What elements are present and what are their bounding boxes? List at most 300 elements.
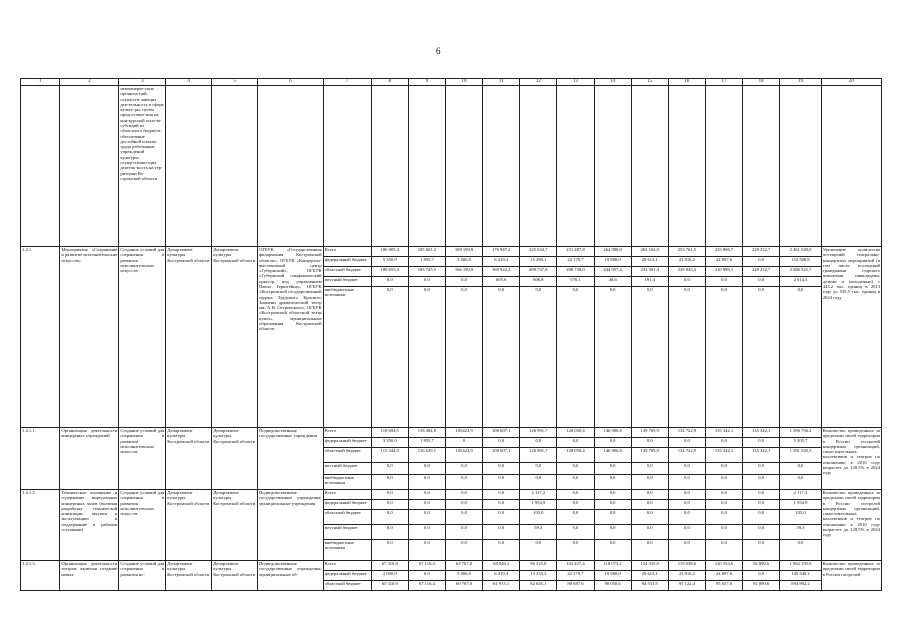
- cont-cell: [212, 86, 258, 247]
- value-cell: 0,0: [408, 571, 445, 581]
- funding-source: местный бюджет: [323, 525, 371, 540]
- value-cell: 0,0: [557, 490, 594, 500]
- funding-source: федеральный бюджет: [323, 438, 371, 448]
- value-cell: 0,0: [371, 525, 408, 540]
- value-cell: 0,0: [371, 510, 408, 525]
- value-cell: 894 892,2: [780, 581, 822, 591]
- value-cell: 0,0: [780, 475, 822, 490]
- value-cell: 134 722,9: [668, 428, 705, 438]
- value-cell: 40,6: [594, 277, 631, 287]
- column-number-1: 1: [21, 79, 60, 86]
- value-cell: 118 073,2: [594, 561, 631, 571]
- value-cell: 0,0: [408, 500, 445, 510]
- cont-cell: [60, 86, 119, 247]
- value-cell: 0,0: [408, 525, 445, 540]
- value-cell: 0,0: [520, 475, 557, 490]
- value-cell: 0,0: [594, 475, 631, 490]
- value-cell: 80 687,6: [557, 581, 594, 591]
- value-cell: 0,0: [557, 540, 594, 561]
- value-cell: 2 117,2: [780, 490, 822, 500]
- value-cell: 0,0: [557, 287, 594, 428]
- expected-result: Увеличение количества посещений театрально-концертных мероприятий (в том числе посещений гражданами старшего поколения, инвалидами, детьми и молодежью) с 443,2 тыс. единиц в 2013 году до 535,5 тыс. единиц в 2024 году: [821, 247, 881, 428]
- value-cell: 186 005,4: [371, 247, 408, 257]
- value-cell: 0,0: [743, 277, 780, 287]
- value-cell: 0,0: [780, 463, 822, 475]
- item-goal: Создание условий для сохранения и развития ис-: [119, 561, 166, 591]
- value-cell: 0,0: [668, 490, 705, 500]
- value-cell: 0,0: [483, 287, 520, 428]
- value-cell: 0,0: [668, 540, 705, 561]
- value-cell: 0,0: [743, 500, 780, 510]
- column-number-9: 9: [408, 79, 445, 86]
- value-cell: 0,0: [371, 540, 408, 561]
- item-executor: Департамент культуры Костромской области: [166, 428, 212, 490]
- funding-source: внебюджетные источники: [323, 540, 371, 561]
- column-number-4: 4: [166, 79, 212, 86]
- value-cell: 0,0: [594, 438, 631, 448]
- value-cell: 2 286 525,7: [780, 267, 822, 277]
- value-cell: 60 767,0: [445, 581, 482, 591]
- value-cell: 0,0: [743, 287, 780, 428]
- value-cell: 119 038,6: [668, 561, 705, 571]
- value-cell: 0,0: [705, 490, 742, 500]
- value-cell: 0,0: [631, 510, 668, 525]
- value-cell: 0,0: [743, 438, 780, 448]
- cont-cell: [408, 86, 445, 247]
- value-cell: 0,0: [705, 510, 742, 525]
- column-number-13: 13: [557, 79, 594, 86]
- value-cell: 22 179,7: [557, 571, 594, 581]
- value-cell: 0,0: [668, 475, 705, 490]
- column-number-17: 17: [705, 79, 742, 86]
- cont-cell: [821, 86, 881, 247]
- value-cell: 61 915,1: [483, 581, 520, 591]
- value-cell: 135 342,1: [705, 428, 742, 438]
- value-cell: 118 484,8: [408, 428, 445, 438]
- column-number-3: 3: [119, 79, 166, 86]
- column-number-2: 2: [60, 79, 119, 86]
- value-cell: 0,0: [705, 463, 742, 475]
- value-cell: 0,0: [594, 540, 631, 561]
- value-cell: 139 769,9: [631, 428, 668, 438]
- table-row: [21, 247, 882, 257]
- value-cell: 68 940,1: [483, 561, 520, 571]
- value-cell: 120 554,6: [705, 561, 742, 571]
- value-cell: 1 855,7: [408, 438, 445, 448]
- value-cell: 108 007,1: [483, 428, 520, 438]
- value-cell: 152 508,8: [780, 257, 822, 267]
- value-cell: 96 525,8: [520, 561, 557, 571]
- value-cell: 6 419,4: [483, 257, 520, 267]
- value-cell: 59,3: [780, 525, 822, 540]
- value-cell: 98 050,6: [594, 581, 631, 591]
- continuation-text: некоммерче-ских организа-ций, осуществ-ляющих дея-тельность в сфере культу-ры, путем предоставле-ния на кон-курсной осно-ве субсидий из областного бюджета; обеспечение достойной оплаты труда работников учреждений культуры, осуществляю-щих деятель-ность на тер-ритории Ко-стромской области: [119, 86, 166, 247]
- column-number-5: 5: [212, 79, 258, 86]
- value-cell: 0,0: [705, 500, 742, 510]
- value-cell: 0,0: [631, 475, 668, 490]
- value-cell: 0,0: [743, 571, 780, 581]
- header-row: [21, 79, 882, 86]
- value-cell: 0,0: [631, 500, 668, 510]
- value-cell: 0,0: [668, 510, 705, 525]
- item-name: Организация деятельности театров, включая создание новых: [60, 561, 119, 591]
- value-cell: 29 612,1: [631, 257, 668, 267]
- value-cell: 0,0: [445, 540, 482, 561]
- value-cell: 95 122,4: [668, 581, 705, 591]
- value-cell: 180 655,4: [371, 267, 408, 277]
- value-cell: 185 601,2: [408, 247, 445, 257]
- value-cell: 0,0: [520, 438, 557, 448]
- value-cell: 0,0: [371, 490, 408, 500]
- value-cell: 1 954,9: [780, 500, 822, 510]
- value-cell: 0,0: [631, 525, 668, 540]
- item-executor: Департамент культуры Костромской области: [166, 490, 212, 561]
- value-cell: 191,4: [631, 277, 668, 287]
- value-cell: 0,0: [371, 500, 408, 510]
- value-cell: 0,0: [483, 525, 520, 540]
- cont-cell: [371, 86, 408, 247]
- cont-cell: [631, 86, 668, 247]
- value-cell: 0,0: [483, 490, 520, 500]
- item-coexecutor: Департамент культуры Костромской области: [212, 247, 258, 428]
- item-executor: Департамент культуры Костромской области: [166, 247, 212, 428]
- value-cell: 2 461 049,0: [780, 247, 822, 257]
- value-cell: 176 947,2: [483, 247, 520, 257]
- value-cell: 235 896,7: [705, 247, 742, 257]
- column-number-18: 18: [743, 79, 780, 86]
- value-cell: 0,0: [743, 510, 780, 525]
- value-cell: 0,0: [371, 463, 408, 475]
- table-row: [21, 490, 882, 500]
- value-cell: 0,0: [445, 525, 482, 540]
- column-number-20: 20: [821, 79, 881, 86]
- value-cell: 103,0: [520, 510, 557, 525]
- value-cell: 231 487,8: [557, 247, 594, 257]
- value-cell: 126 991,7: [520, 428, 557, 438]
- item-executor: Департамент культуры Костромской области: [166, 561, 212, 591]
- item-coexecutor: Департамент культуры Костромской области: [212, 561, 258, 591]
- value-cell: 0,0: [445, 287, 482, 428]
- value-cell: 0,0: [408, 463, 445, 475]
- value-cell: 0,0: [631, 438, 668, 448]
- value-cell: 146 906,8: [594, 428, 631, 438]
- value-cell: 0,0: [483, 475, 520, 490]
- cont-cell: [594, 86, 631, 247]
- table-row: [21, 561, 882, 571]
- cont-cell: [166, 86, 212, 247]
- value-cell: 0,0: [371, 475, 408, 490]
- value-cell: 2 014,5: [780, 277, 822, 287]
- funding-source: областной бюджет: [323, 581, 371, 591]
- value-cell: 0,0: [371, 287, 408, 428]
- funding-source: федеральный бюджет: [323, 500, 371, 510]
- value-cell: 15 290,1: [520, 257, 557, 267]
- cont-cell: [258, 86, 324, 247]
- column-number-7: 7: [323, 79, 371, 86]
- value-cell: 0,0: [408, 277, 445, 287]
- page-number: 6: [436, 46, 441, 56]
- value-cell: 0,0: [445, 500, 482, 510]
- value-cell: 0,0: [520, 287, 557, 428]
- cont-cell: [483, 86, 520, 247]
- item-name: Организация деятельности концертных учреждений: [60, 428, 119, 490]
- value-cell: 0,0: [705, 438, 742, 448]
- value-cell: 95 657,0: [705, 581, 742, 591]
- value-cell: 228 232,7: [743, 247, 780, 257]
- value-cell: 0,0: [483, 540, 520, 561]
- item-number: 1.4.1.: [21, 247, 60, 428]
- value-cell: 0,0: [594, 463, 631, 475]
- cont-cell: [445, 86, 482, 247]
- value-cell: 139 769,9: [631, 448, 668, 463]
- value-cell: 0,0: [705, 475, 742, 490]
- value-cell: 1 954,9: [520, 500, 557, 510]
- value-cell: 23 916,2: [668, 257, 705, 267]
- value-cell: 0,0: [371, 277, 408, 287]
- expected-result: Количество проведенных за пределами своей территории в России гастролей: [821, 561, 881, 591]
- value-cell: 103 437,4: [557, 561, 594, 571]
- value-cell: 135 342,1: [743, 448, 780, 463]
- value-cell: 253 761,5: [668, 247, 705, 257]
- value-cell: 24 897,6: [705, 257, 742, 267]
- value-cell: 6 419,4: [483, 571, 520, 581]
- column-number-11: 11: [483, 79, 520, 86]
- value-cell: 145 348,2: [780, 571, 822, 581]
- cont-cell: [780, 86, 822, 247]
- value-cell: 29 612,1: [631, 571, 668, 581]
- funding-source: областной бюджет: [323, 267, 371, 277]
- value-cell: 0: [445, 438, 482, 448]
- value-cell: 105423,9: [445, 428, 482, 438]
- value-cell: 0,0: [408, 540, 445, 561]
- item-coexecutor: Департамент культуры Костромской области: [212, 428, 258, 490]
- value-cell: 0,0: [594, 490, 631, 500]
- value-cell: 229 845,3: [668, 267, 705, 277]
- value-cell: 94 531,5: [631, 581, 668, 591]
- value-cell: 166 190,9: [445, 267, 482, 277]
- value-cell: 225 634,7: [520, 247, 557, 257]
- value-cell: 169 922,2: [483, 267, 520, 277]
- value-cell: 0,0: [668, 463, 705, 475]
- funding-source: Всего: [323, 428, 371, 438]
- value-cell: 135 342,1: [743, 428, 780, 438]
- value-cell: 0,0: [408, 475, 445, 490]
- value-cell: 134 722,9: [668, 448, 705, 463]
- value-cell: 103,0: [780, 510, 822, 525]
- value-cell: 0,0: [668, 277, 705, 287]
- value-cell: 0,0: [743, 540, 780, 561]
- value-cell: 0,0: [557, 525, 594, 540]
- item-responsible: Подведомственные государственные учреждения: [258, 428, 324, 490]
- budget-table: [20, 78, 882, 591]
- value-cell: 1 855,7: [408, 257, 445, 267]
- value-cell: 0,0: [705, 525, 742, 540]
- value-cell: 169 190,9: [445, 247, 482, 257]
- item-number: 1.4.1.3.: [21, 561, 60, 591]
- value-cell: 22 179,7: [557, 257, 594, 267]
- item-coexecutor: Департамент культуры Костромской области: [212, 490, 258, 561]
- value-cell: 92 890,6: [743, 581, 780, 591]
- cont-cell: [705, 86, 742, 247]
- value-cell: 0,0: [445, 277, 482, 287]
- value-cell: 0,0: [668, 525, 705, 540]
- value-cell: 67 116,4: [408, 561, 445, 571]
- expected-result: Количество проведенных за пределами своей территории в России гастролей концертных организаций, самостоятельных коллективов и театров по отношению к 2010 году возрастет до 128,5% в 2024 году: [821, 490, 881, 561]
- item-goal: Создание условий для сохранения и развития исполнительских искусств: [119, 428, 166, 490]
- value-cell: 0,0: [668, 287, 705, 428]
- value-cell: 2 117,2: [520, 490, 557, 500]
- value-cell: 0,0: [483, 438, 520, 448]
- value-cell: 65 310,9: [371, 581, 408, 591]
- value-cell: 0,0: [408, 490, 445, 500]
- value-cell: 0,0: [557, 475, 594, 490]
- value-cell: 0,0: [631, 463, 668, 475]
- value-cell: 0,0: [557, 500, 594, 510]
- cont-cell: [21, 86, 60, 247]
- column-number-16: 16: [668, 79, 705, 86]
- value-cell: 0,0: [705, 540, 742, 561]
- value-cell: 116 629,1: [408, 448, 445, 463]
- value-cell: 92 890,6: [743, 561, 780, 571]
- value-cell: 263 104,9: [631, 247, 668, 257]
- value-cell: 13 335,2: [520, 571, 557, 581]
- value-cell: 3 350,0: [371, 438, 408, 448]
- value-cell: 0,0: [668, 438, 705, 448]
- value-cell: 0,0: [483, 500, 520, 510]
- value-cell: 0,0: [705, 277, 742, 287]
- item-name: Техническое оснащение и содержание виртуальных концертных залов (включая разработку технической концепции, закупки и эксплуатацию и поддержание в рабочем состоянии): [60, 490, 119, 561]
- column-number-10: 10: [445, 79, 482, 86]
- value-cell: 0,0: [594, 510, 631, 525]
- item-name: Мероприятие «Сохранение и развитие исполнительских искусств»: [60, 247, 119, 428]
- value-cell: 570,1: [557, 277, 594, 287]
- value-cell: 0,0: [483, 463, 520, 475]
- value-cell: 82 645,1: [520, 581, 557, 591]
- value-cell: 108 007,1: [483, 448, 520, 463]
- item-number: 1.4.1.2.: [21, 490, 60, 561]
- value-cell: 233 301,4: [631, 267, 668, 277]
- value-cell: 264 980,0: [594, 247, 631, 257]
- value-cell: 24 897,6: [705, 571, 742, 581]
- cont-cell: [323, 86, 371, 247]
- value-cell: 0,0: [780, 540, 822, 561]
- value-cell: 0,0: [743, 257, 780, 267]
- value-cell: 0,0: [445, 510, 482, 525]
- item-responsible: Подведомственные государственные учреждения, муниципальные об-: [258, 561, 324, 591]
- value-cell: 0,0: [594, 500, 631, 510]
- value-cell: 1 391 530,5: [780, 448, 822, 463]
- value-cell: 0,0: [631, 287, 668, 428]
- funding-source: областной бюджет: [323, 448, 371, 463]
- value-cell: 128 050,4: [557, 448, 594, 463]
- value-cell: 146 906,8: [594, 448, 631, 463]
- value-cell: 0,0: [631, 540, 668, 561]
- column-number-15: 15: [631, 79, 668, 86]
- value-cell: 118 694,5: [371, 428, 408, 438]
- table-row: [21, 428, 882, 438]
- value-cell: 0,0: [668, 500, 705, 510]
- funding-source: внебюджетные источники: [323, 287, 371, 428]
- value-cell: 0,0: [445, 463, 482, 475]
- value-cell: 606,8: [520, 277, 557, 287]
- value-cell: 23 916,2: [668, 571, 705, 581]
- funding-source: федеральный бюджет: [323, 257, 371, 267]
- value-cell: 67 116,4: [408, 581, 445, 591]
- value-cell: 244 957,4: [594, 267, 631, 277]
- value-cell: 208 738,0: [557, 267, 594, 277]
- value-cell: 0,0: [520, 540, 557, 561]
- value-cell: 105423,9: [445, 448, 482, 463]
- value-cell: 5 205,7: [780, 438, 822, 448]
- value-cell: 605,6: [483, 277, 520, 287]
- value-cell: 1 396 736,2: [780, 428, 822, 438]
- value-cell: 19 988,0: [594, 571, 631, 581]
- value-cell: 0,0: [743, 490, 780, 500]
- value-cell: 19 988,0: [594, 257, 631, 267]
- value-cell: 0,0: [743, 463, 780, 475]
- column-number-12: 12: [520, 79, 557, 86]
- value-cell: 1 062 195,6: [780, 561, 822, 571]
- value-cell: 63 767,0: [445, 561, 482, 571]
- value-cell: 0,0: [408, 287, 445, 428]
- value-cell: 0,0: [520, 463, 557, 475]
- continuation-row: [21, 86, 882, 247]
- value-cell: 210 999,1: [705, 267, 742, 277]
- item-responsible: Подведомственные государственные учреждения, муниципальные учреждения: [258, 490, 324, 561]
- item-goal: Создание условий для сохранения и развития исполнительских искусств: [119, 490, 166, 561]
- item-goal: Создание условий для сохранения и развития исполнительских искусств: [119, 247, 166, 428]
- cont-cell: [557, 86, 594, 247]
- expected-result: Количество проведенных за пределами своей территории в России гастролей концертных организаций, самостоятельных коллективов и театров по отношению к 2010 году возрастет до 128,5% в 2024 году: [821, 428, 881, 490]
- value-cell: 59,3: [520, 525, 557, 540]
- item-responsible: ОГБУК «Государственная филармония Костромской области», ОГБУК «Концертно-выставочный центр «Губернский», ОГБУК «Губернский симфонический оркестр под управлением Павла Герштейна», ОГБУК «Костромской государственный ордена Трудового Красного Знамени драматический театр им. А.Н. Островского», ОГБУК «Костромской областной театр кукол», муниципальные образования Костромской области: [258, 247, 324, 428]
- value-cell: 0,0: [483, 510, 520, 525]
- funding-source: внебюджетные источники: [323, 475, 371, 490]
- column-number-14: 14: [594, 79, 631, 86]
- funding-source: Всего: [323, 247, 371, 257]
- value-cell: 2 000,0: [371, 571, 408, 581]
- value-cell: 0,0: [557, 463, 594, 475]
- value-cell: 0,0: [594, 287, 631, 428]
- value-cell: 0,0: [705, 287, 742, 428]
- value-cell: 115 344,5: [371, 448, 408, 463]
- funding-source: местный бюджет: [323, 277, 371, 287]
- value-cell: 5 350,0: [371, 257, 408, 267]
- value-cell: 209 737,8: [520, 267, 557, 277]
- funding-source: федеральный бюджет: [323, 571, 371, 581]
- value-cell: 0,0: [445, 475, 482, 490]
- value-cell: 3 000,0: [445, 571, 482, 581]
- value-cell: 0,0: [557, 438, 594, 448]
- value-cell: 124 335,0: [631, 561, 668, 571]
- value-cell: 0,0: [743, 525, 780, 540]
- value-cell: 0,0: [594, 525, 631, 540]
- value-cell: 0,0: [743, 475, 780, 490]
- value-cell: 0,0: [445, 490, 482, 500]
- value-cell: 228 232,7: [743, 267, 780, 277]
- value-cell: 0,0: [780, 287, 822, 428]
- value-cell: 126 991,7: [520, 448, 557, 463]
- funding-source: Всего: [323, 561, 371, 571]
- value-cell: 0,0: [408, 510, 445, 525]
- column-number-19: 19: [780, 79, 822, 86]
- funding-source: местный бюджет: [323, 463, 371, 475]
- funding-source: Всего: [323, 490, 371, 500]
- column-number-6: 6: [258, 79, 324, 86]
- cont-cell: [668, 86, 705, 247]
- value-cell: 128 050,4: [557, 428, 594, 438]
- value-cell: 183 745,5: [408, 267, 445, 277]
